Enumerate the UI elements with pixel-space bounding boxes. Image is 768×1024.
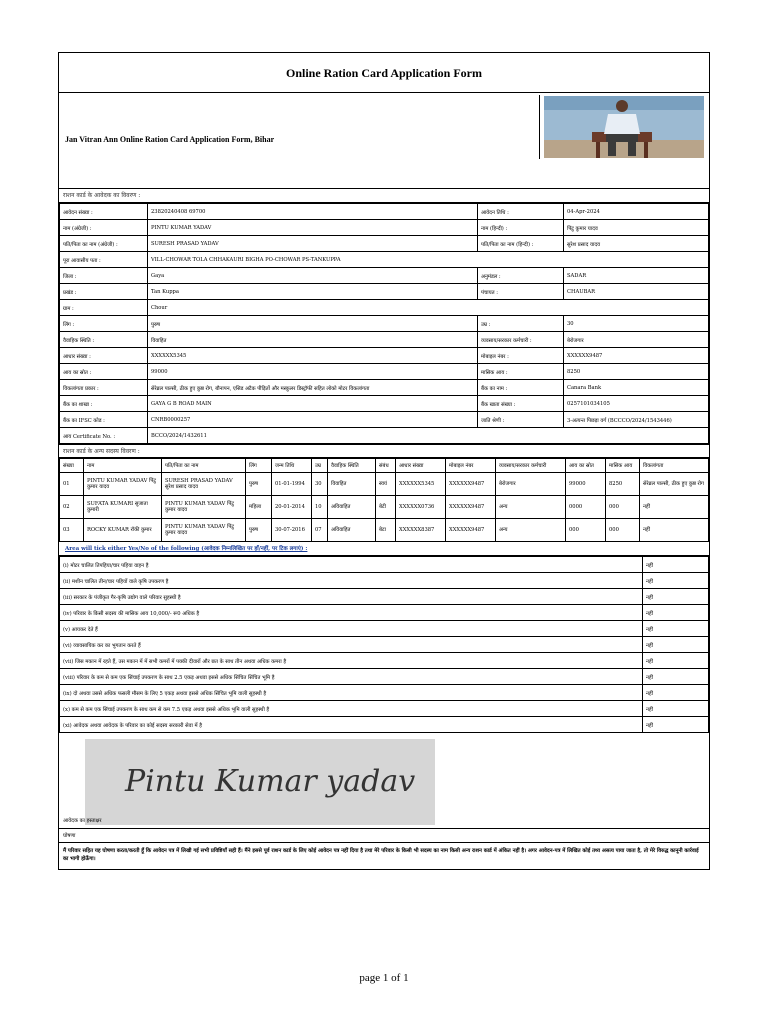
question-answer: नहीं	[643, 637, 709, 653]
table-cell: PINTU KUMAR YADAV पिंटु कुमार यादव	[162, 519, 246, 542]
applicant-photo	[544, 96, 704, 158]
question-text: (ii) मशीन चालित तीन/चार पहियों वाले कृषि उपकरण है	[60, 573, 643, 589]
table-cell: महिला	[246, 496, 272, 519]
table-cell: XXXXXX9487	[446, 519, 496, 542]
field-label: अनुमंडल :	[478, 268, 564, 284]
field-value: GAYA G B ROAD MAIN	[148, 396, 478, 412]
members-section-label: राशन कार्ड के अन्य सदस्य विवरण :	[59, 444, 709, 458]
applicant-row	[60, 348, 709, 364]
application-form	[58, 52, 710, 870]
field-value: 23820240408 69700	[148, 204, 478, 220]
applicant-row	[60, 252, 709, 268]
question-answer: नहीं	[643, 701, 709, 717]
question-text: (ix) दो अथवा उससे अधिक फसली मौसम के लिए 5 एकड़ अथवा इससे अधिक सिंचित भूमि वाली सुहस्थी है	[60, 685, 643, 701]
table-cell: XXXXXX0736	[396, 496, 446, 519]
field-label: बैंक खाता संख्या :	[478, 396, 564, 412]
field-label: आधार संख्या :	[60, 348, 148, 364]
question-text: (xi) आवेदक अथवा आवेदक के परिवार का कोई सदस्य सरकारी सेवा में है	[60, 717, 643, 733]
field-label: पति/पिता का नाम (हिन्दी) :	[478, 236, 564, 252]
table-cell: 07	[312, 519, 328, 542]
field-value: बेरोजगार	[564, 332, 709, 348]
question-row	[60, 557, 709, 573]
question-row	[60, 685, 709, 701]
applicant-row	[60, 204, 709, 220]
field-value: BCCO/2024/1432611	[148, 428, 709, 444]
applicant-details-table	[59, 203, 709, 444]
table-cell: विवाहित	[328, 473, 376, 496]
applicant-row	[60, 236, 709, 252]
question-answer: नहीं	[643, 621, 709, 637]
applicant-row	[60, 428, 709, 444]
question-answer: नहीं	[643, 669, 709, 685]
table-cell: 8250	[606, 473, 640, 496]
question-answer: नहीं	[643, 605, 709, 621]
field-label: बैंक का IFSC कोड :	[60, 412, 148, 428]
table-cell: 000	[606, 496, 640, 519]
declaration-heading: घोषणा	[59, 829, 709, 843]
table-cell: अविवाहित	[328, 519, 376, 542]
field-value: XXXXXX9487	[564, 348, 709, 364]
table-cell: 10	[312, 496, 328, 519]
field-label: मोबाइल नंबर :	[478, 348, 564, 364]
table-cell: पुरुष	[246, 473, 272, 496]
table-cell: 000	[566, 519, 606, 542]
table-cell: 01-01-1994	[272, 473, 312, 496]
applicant-row	[60, 380, 709, 396]
table-cell: ROCKY KUMAR रॉकी कुमार	[84, 519, 162, 542]
field-value: 99000	[148, 364, 478, 380]
table-cell: XXXXXX5345	[396, 473, 446, 496]
field-label: जिला :	[60, 268, 148, 284]
field-value: CNRB0000257	[148, 412, 478, 428]
column-header: विकलांगता	[640, 459, 709, 473]
field-value: SURESH PRASAD YADAV	[148, 236, 478, 252]
declaration-text: मैं परिवार सहित यह घोषणा करता/करती हूँ कि आवेदन पत्र में लिखी गई सभी प्रविष्टियाँ सही हैं। मैंने इससे पूर्व राशन कार्ड के लिए कोई आवेदन पत्र नहीं दिया है तथा मेरे परिवार के किसी भी सदस्य का नाम किसी अन्य राशन कार्ड में अंकित नहीं है। अगर आवेदन-पत्र में लिखित कोई तथ्य असत्य पाया जाता है, तो मेरे विरुद्ध कानूनी कार्रवाई का भागी होऊँगा।	[63, 848, 699, 862]
table-row	[60, 473, 709, 496]
table-cell: बेटा	[376, 519, 396, 542]
question-text: (vii) जिस मकान में रहते हैं, उस मकान में में सभी कमरों में पक्की दीवारों और छत के साथ तीन अथवा अधिक कमरा है	[60, 653, 643, 669]
question-text: (iii) सरकार के पंजीकृत गैर-कृषि उद्योग वाले परिवार सुहस्थी है	[60, 589, 643, 605]
signature-text: Pintu Kumar yadav	[125, 764, 416, 799]
table-cell: अन्य	[496, 496, 566, 519]
table-cell: 01	[60, 473, 84, 496]
field-value: पिंटु कुमार यादव	[564, 220, 709, 236]
field-value: VILL-CHOWAR TOLA CHHAKAURI BIGHA PO-CHOWAR PS-TANKUPPA	[148, 252, 709, 268]
field-value: XXXXXX5345	[148, 348, 478, 364]
field-label: ग्राम :	[60, 300, 148, 316]
column-header: आधार संख्या	[396, 459, 446, 473]
question-text: (i) मोटर चालित तिपहिया/चार पहिया वाहन है	[60, 557, 643, 573]
question-answer: नहीं	[643, 653, 709, 669]
column-header: उम्र	[312, 459, 328, 473]
question-answer: नहीं	[643, 557, 709, 573]
column-header: वैवाहिक स्थिति	[328, 459, 376, 473]
field-label: नाम (हिन्दी) :	[478, 220, 564, 236]
question-answer: नहीं	[643, 685, 709, 701]
form-subtitle: Jan Vitran Ann Online Ration Card Application Form, Bihar	[65, 135, 275, 144]
applicant-row	[60, 284, 709, 300]
field-label: पंचायत :	[478, 284, 564, 300]
table-cell: XXXXXX9487	[446, 496, 496, 519]
table-cell: बेटी	[376, 496, 396, 519]
field-value: सुरेश प्रसाद यादव	[564, 236, 709, 252]
column-header: लिंग	[246, 459, 272, 473]
applicant-row	[60, 300, 709, 316]
applicant-section-label: राशन कार्ड के आवेदक का विवरण :	[59, 189, 709, 203]
column-header: नाम	[84, 459, 162, 473]
question-row	[60, 701, 709, 717]
questions-table	[59, 556, 709, 733]
question-text: (iv) परिवार के किसी सदस्य की मासिक आय 10,000/- रू0 अधिक है	[60, 605, 643, 621]
table-cell: PINTU KUMAR YADAV पिंटु कुमार यादव	[84, 473, 162, 496]
applicant-row	[60, 396, 709, 412]
field-label: आय Certificate No. :	[60, 428, 148, 444]
column-header: जन्म तिथि	[272, 459, 312, 473]
applicant-row	[60, 412, 709, 428]
table-cell: अविवाहित	[328, 496, 376, 519]
signature-area	[59, 733, 709, 829]
question-row	[60, 669, 709, 685]
field-label: आय का स्रोत :	[60, 364, 148, 380]
question-text: (v) आयकर देते हैं	[60, 621, 643, 637]
field-label: वैवाहिक स्थिति :	[60, 332, 148, 348]
table-cell: XXXXXX8387	[396, 519, 446, 542]
field-value: PINTU KUMAR YADAV	[148, 220, 478, 236]
question-text: (x) कम से कम एक सिंचाई उपकरण के साथ कम से कम 7.5 एकड़ अथवा इससे अधिक भूमि वाली सुहस्थी है	[60, 701, 643, 717]
table-cell: 0000	[566, 496, 606, 519]
table-cell: बेरोजगार	[496, 473, 566, 496]
applicant-row	[60, 316, 709, 332]
field-value: 0257101034105	[564, 396, 709, 412]
question-answer: नहीं	[643, 717, 709, 733]
applicant-row	[60, 220, 709, 236]
field-value: 30	[564, 316, 709, 332]
table-cell: XXXXXX9487	[446, 473, 496, 496]
signature-image	[85, 739, 435, 825]
column-header: व्यवसाय/सरकार कर्मचारी	[496, 459, 566, 473]
questions-heading: Area will tick either Yes/No of the following (आवेदक निम्नलिखित पर हाँ/नहीं, पर टिक लगाएं) :	[59, 542, 709, 556]
field-value: पुरुष	[148, 316, 478, 332]
field-label: आवेदन संख्या :	[60, 204, 148, 220]
field-label: जाति श्रेणी :	[478, 412, 564, 428]
table-cell: SURESH PRASAD YADAV सुरेश प्रसाद यादव	[162, 473, 246, 496]
table-cell: नहीं	[640, 519, 709, 542]
column-header: मासिक आय	[606, 459, 640, 473]
field-label: प्रखंड :	[60, 284, 148, 300]
table-cell: 99000	[566, 473, 606, 496]
form-header	[59, 93, 709, 189]
table-cell: PINTU KUMAR YADAV पिंटु कुमार यादव	[162, 496, 246, 519]
question-answer: नहीं	[643, 589, 709, 605]
question-row	[60, 605, 709, 621]
applicant-row	[60, 268, 709, 284]
members-table	[59, 458, 709, 542]
question-text: (vi) व्यावसायिक कर का भुगतान करते हैं	[60, 637, 643, 653]
field-label: विकलांगता प्रकार :	[60, 380, 148, 396]
table-cell: 000	[606, 519, 640, 542]
table-cell: नहीं	[640, 496, 709, 519]
field-label: मासिक आय :	[478, 364, 564, 380]
question-row	[60, 589, 709, 605]
field-value: विवाहित	[148, 332, 478, 348]
field-label: नाम (अंग्रेजी) :	[60, 220, 148, 236]
column-header: संबंध	[376, 459, 396, 473]
applicant-photo-frame	[539, 95, 705, 159]
field-label: बैंक का नाम :	[478, 380, 564, 396]
signature-label: आवेदक का हस्ताक्षर	[63, 818, 102, 824]
column-header: आय का स्रोत	[566, 459, 606, 473]
question-row	[60, 653, 709, 669]
table-cell: पुरुष	[246, 519, 272, 542]
applicant-row	[60, 332, 709, 348]
table-cell: 02	[60, 496, 84, 519]
table-cell: स्वयं	[376, 473, 396, 496]
field-value: 04-Apr-2024	[564, 204, 709, 220]
question-row	[60, 573, 709, 589]
page-number: page 1 of 1	[359, 972, 409, 984]
question-row	[60, 717, 709, 733]
field-value: Tan Kuppa	[148, 284, 478, 300]
field-label: पति/पिता का नाम (अंग्रेजी) :	[60, 236, 148, 252]
table-cell: 20-01-2014	[272, 496, 312, 519]
table-cell: 30-07-2016	[272, 519, 312, 542]
field-label: पूरा आवासीय पता :	[60, 252, 148, 268]
table-row	[60, 496, 709, 519]
question-answer: नहीं	[643, 573, 709, 589]
field-value: CHAUBAR	[564, 284, 709, 300]
field-value: Gaya	[148, 268, 478, 284]
column-header: मोबाइल नंबर	[446, 459, 496, 473]
table-cell: 30	[312, 473, 328, 496]
field-value: SADAR	[564, 268, 709, 284]
field-label: लिंग :	[60, 316, 148, 332]
table-row	[60, 519, 709, 542]
table-cell: सेरेब्रल पाल्सी, ठीक हुए कुष्ठ रोग	[640, 473, 709, 496]
field-label: बैंक का शाखा :	[60, 396, 148, 412]
field-label: उम्र :	[478, 316, 564, 332]
question-row	[60, 637, 709, 653]
question-row	[60, 621, 709, 637]
field-label: आवेदन तिथि :	[478, 204, 564, 220]
field-value: 3-अत्यन्त पिछड़ा वर्ग (BCCCO/2024/1543446)	[564, 412, 709, 428]
table-cell: SUFATA KUMARI सुजाता कुमारी	[84, 496, 162, 519]
question-text: (viii) परिवार के कम से कम एक सिंचाई उपकरण के साथ 2.5 एकड़ अथवा इससे अधिक सिंचित सिंचित भूमि है	[60, 669, 643, 685]
field-value: Chour	[148, 300, 709, 316]
field-value: 8250	[564, 364, 709, 380]
table-cell: 03	[60, 519, 84, 542]
table-cell: अन्य	[496, 519, 566, 542]
applicant-row	[60, 364, 709, 380]
form-title: Online Ration Card Application Form	[59, 53, 709, 93]
column-header: पति/पिता का नाम	[162, 459, 246, 473]
field-label: व्यवसाय/सरकार कर्मचारी :	[478, 332, 564, 348]
column-header: संख्या	[60, 459, 84, 473]
field-value: Canara Bank	[564, 380, 709, 396]
field-value: सेरेब्रल पाल्सी, ठीक हुए कुष्ठ रोग, बौनापन, एसिड अटैक पीड़ितों और मस्कुलर डिस्ट्रॉफी सहित लोको मोटर विकलांगता	[148, 380, 478, 396]
